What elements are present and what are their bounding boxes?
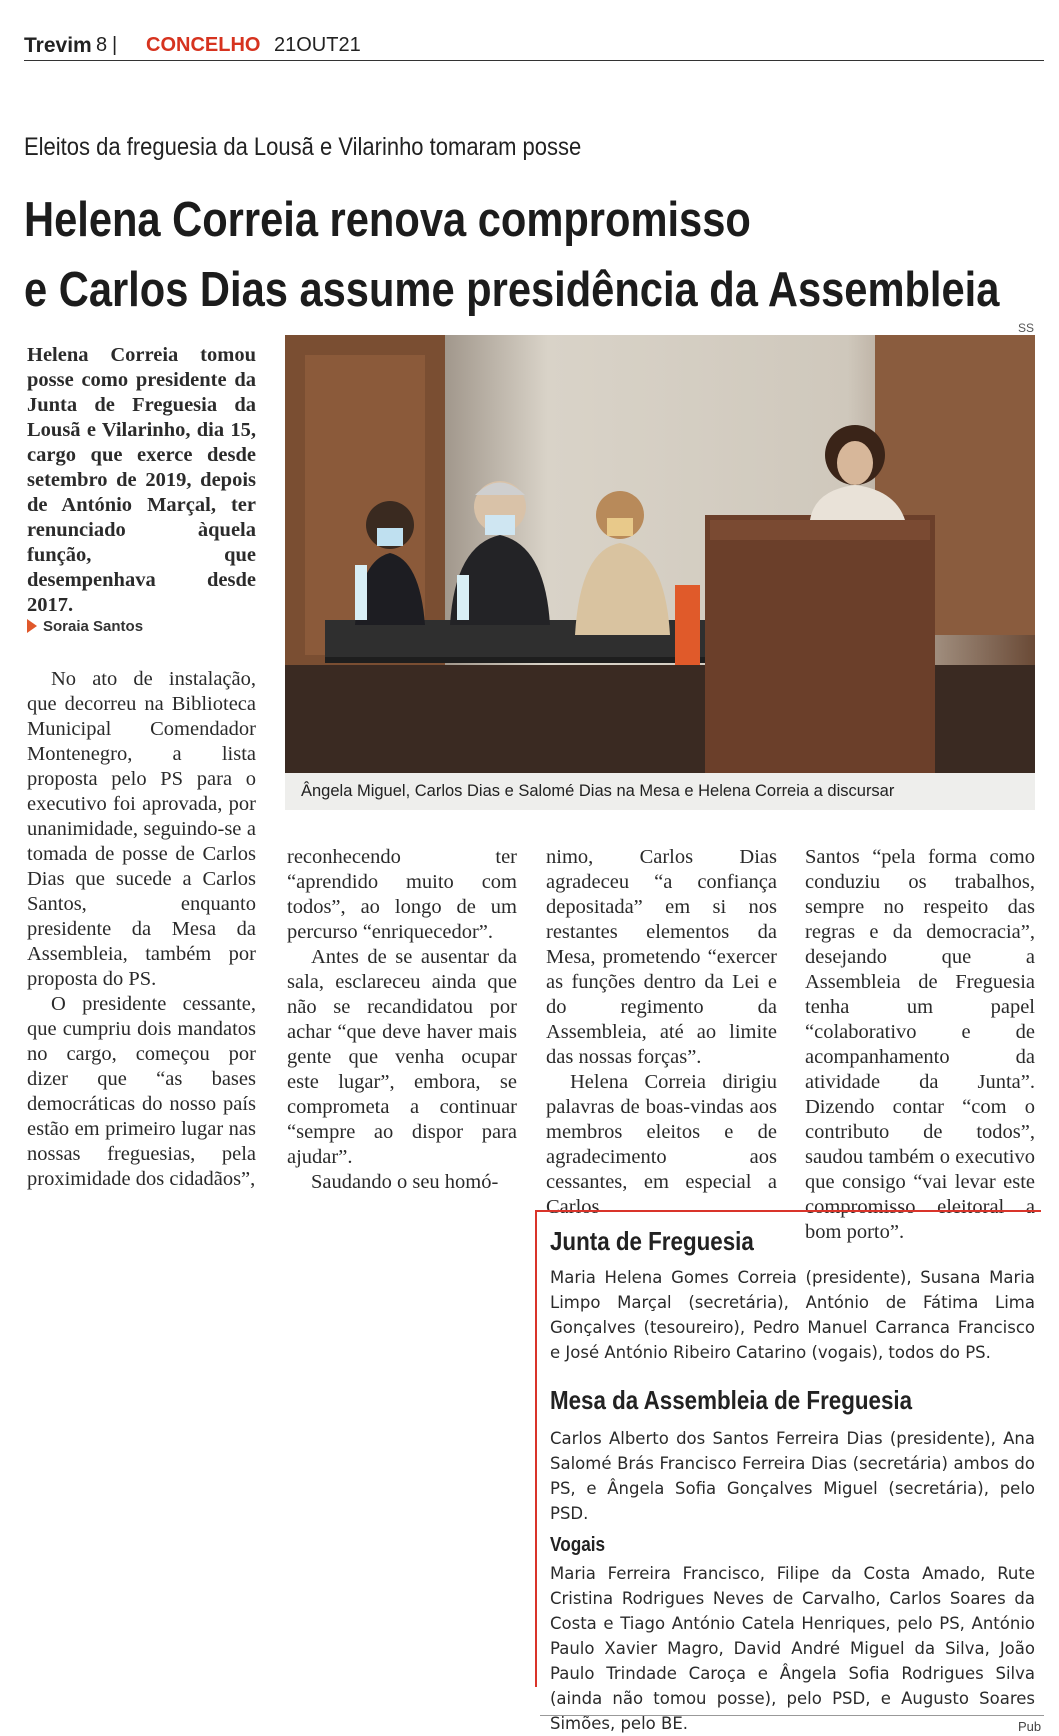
article-column-1 [27,667,256,1192]
paragraph: Santos “pela forma como conduziu os trabalhos, sempre no respeito das regras e da democracia”, desejando que a Assembleia de Freguesia tenha um papel “colaborativo e de acompanhamento da atividade da Junta”. Dizendo contar “com o contributo de todos”, saudou também o executivo que consigo “vai levar este compromisso eleitoral a bom porto”. [805,846,1035,1243]
author-name: Soraia Santos [43,618,144,635]
header-separator: | [112,34,118,56]
article-column-2 [287,845,517,1195]
author-triangle-icon [27,619,37,633]
article-column-4 [805,845,1035,1245]
photo-credit: SS [1018,321,1035,335]
article-photo [285,335,1035,773]
advertising-label: Pub [1018,1719,1042,1734]
vogais-text: Maria Ferreira Francisco, Filipe da Costa Amado, Rute Cristina Rodrigues Neves de Carvalho, Carlos Soares da Costa e Tiago António Catela Henriques, pelo PS, António Paulo Xavier Magro, David André Miguel da Silva, João Paulo Trindade Caroça e Ângela Sofia Rodrigues Silva (ainda não tomou posse), pelo PSD, e Augusto Soares Simões, pelo BE. [550,1564,1035,1733]
photo-illustration [285,335,1035,773]
page-number: 8 [96,34,108,56]
newspaper-logo: Trevim [24,34,92,57]
junta-text: Maria Helena Gomes Correia (presidente), Susana Maria Limpo Marçal (secretária), António de Fátima Lima Gonçalves (tesoureiro), Pedro Manuel Carranca Francisco e José António Ribeiro Catarino (vogais), todos do PS. [550,1268,1035,1362]
paragraph: No ato de instalação, que decorreu na Biblioteca Municipal Comendador Montenegro, a lista proposta pelo PS para o executivo foi aprovada, por unanimidade, seguindo-se a tomada de posse de Carlos Dias que sucede a Carlos Santos, enquanto presidente da Mesa da Assembleia, também por proposta do PS. [27,668,256,990]
issue-date: 21OUT21 [274,34,361,56]
paragraph: Helena Correia dirigiu palavras de boas-vindas aos membros eleitos e de agradecimento aos cessantes, em especial a Carlos [546,1071,777,1218]
paragraph: reconhecendo ter “aprendido muito com todos”, ao longo de um percurso “enriquecedor”. [287,846,517,943]
article-author [27,618,143,635]
page-header [24,30,1044,61]
paragraph: Saudando o seu homó- [311,1171,499,1193]
paragraph: Antes de se ausentar da sala, esclareceu ainda que não se recandidatou por achar “que deve haver mais gente que venha ocupar este lugar”, embora, se comprometa a continuar “sempre ao dispor para ajudar”. [287,946,517,1168]
article-lead: Helena Correia tomou posse como presidente da Junta de Freguesia da Lousã e Vilarinho, dia 15, cargo que exerce desde setembro de 2019, depois de António Marçal, ter renunciado àquela função, que desempenhava desde 2017. [27,344,256,616]
article-kicker: Eleitos da freguesia da Lousã e Vilarinho tomaram posse [24,133,582,161]
footer-rule [540,1715,1044,1716]
mesa-text: Carlos Alberto dos Santos Ferreira Dias (presidente), Ana Salomé Brás Francisco Ferreira Dias (secretária) ambos do PS, e Ângela Sofia Gonçalves Miguel (secretária), pelo PSD. [550,1429,1035,1523]
headline-line-2: e Carlos Dias assume presidência da Assembleia [24,263,1000,317]
paragraph: O presidente cessante, que cumpriu dois mandatos no cargo, começou por dizer que “as bases democráticas do nosso país estão em primeiro lugar nas nossas freguesias, pela proximidade dos cidadãos”, [27,993,256,1190]
article-column-3 [546,845,777,1220]
headline-line-1: Helena Correia renova compromisso [24,193,751,247]
article-headline [24,185,999,325]
section-label: CONCELHO [146,34,261,56]
mesa-title: Mesa da Assembleia de Freguesia [550,1385,913,1415]
paragraph: nimo, Carlos Dias agradeceu “a confiança depositada” em si nos restantes elementos da Mesa, prometendo “exercer as funções dentro da Lei e do regimento da Assembleia, até ao limite das nossas forças”. [546,846,777,1068]
vogais-title: Vogais [550,1534,606,1556]
photo-caption: Ângela Miguel, Carlos Dias e Salomé Dias na Mesa e Helena Correia a discursar [285,773,1035,810]
junta-title: Junta de Freguesia [550,1226,754,1256]
